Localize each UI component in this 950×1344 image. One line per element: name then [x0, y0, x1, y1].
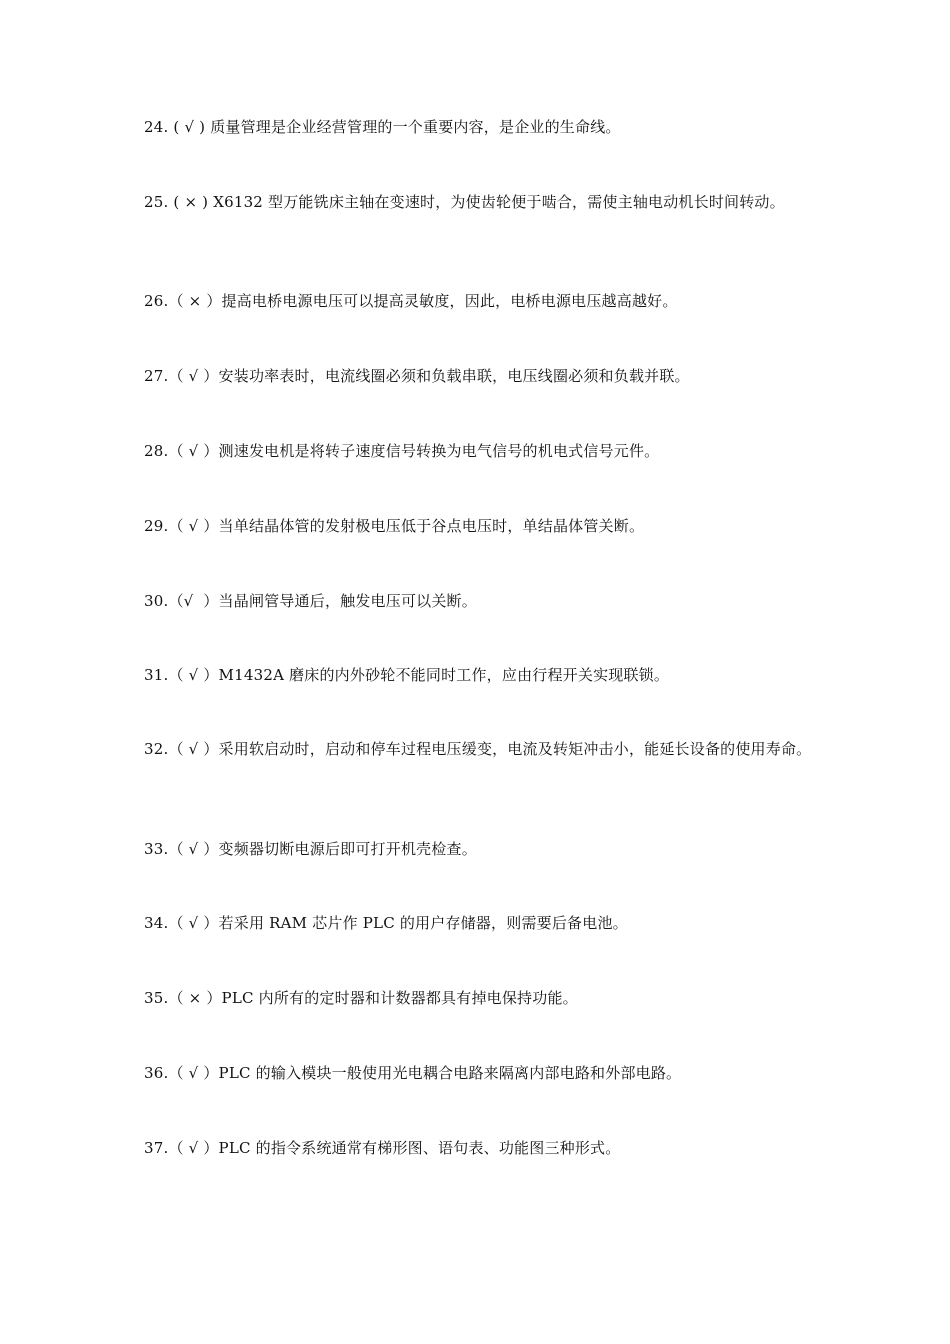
question-31: 31.（ √ ）M1432A 磨床的内外砂轮不能同时工作，应由行程开关实现联锁。 [144, 666, 670, 684]
question-35: 35.（ × ）PLC 内所有的定时器和计数器都具有掉电保持功能。 [144, 989, 578, 1007]
question-25: 25. ( × ) X6132 型万能铣床主轴在变速时，为使齿轮便于啮合，需使主轴电动机长时间转动。 [144, 193, 785, 211]
question-24: 24. ( √ ) 质量管理是企业经营管理的一个重要内容，是企业的生命线。 [144, 118, 621, 136]
question-33: 33.（ √ ）变频器切断电源后即可打开机壳检查。 [144, 840, 477, 858]
question-36: 36.（ √ ）PLC 的输入模块一般使用光电耦合电路来隔离内部电路和外部电路。 [144, 1064, 682, 1082]
question-29: 29.（ √ ）当单结晶体管的发射极电压低于谷点电压时，单结晶体管关断。 [144, 517, 645, 535]
question-27: 27.（ √ ）安装功率表时，电流线圈必须和负载串联，电压线圈必须和负载并联。 [144, 367, 690, 385]
question-26: 26.（ × ）提高电桥电源电压可以提高灵敏度，因此，电桥电源电压越高越好。 [144, 292, 678, 310]
question-32: 32.（ √ ）采用软启动时，启动和停车过程电压缓变，电流及转矩冲击小，能延长设备的使用寿命。 [144, 740, 812, 758]
question-37: 37.（ √ ）PLC 的指令系统通常有梯形图、语句表、功能图三种形式。 [144, 1139, 621, 1157]
question-30: 30.（√ ）当晶闸管导通后，触发电压可以关断。 [144, 592, 477, 610]
question-34: 34.（ √ ）若采用 RAM 芯片作 PLC 的用户存储器，则需要后备电池。 [144, 914, 628, 932]
question-28: 28.（ √ ）测速发电机是将转子速度信号转换为电气信号的机电式信号元件。 [144, 442, 660, 460]
